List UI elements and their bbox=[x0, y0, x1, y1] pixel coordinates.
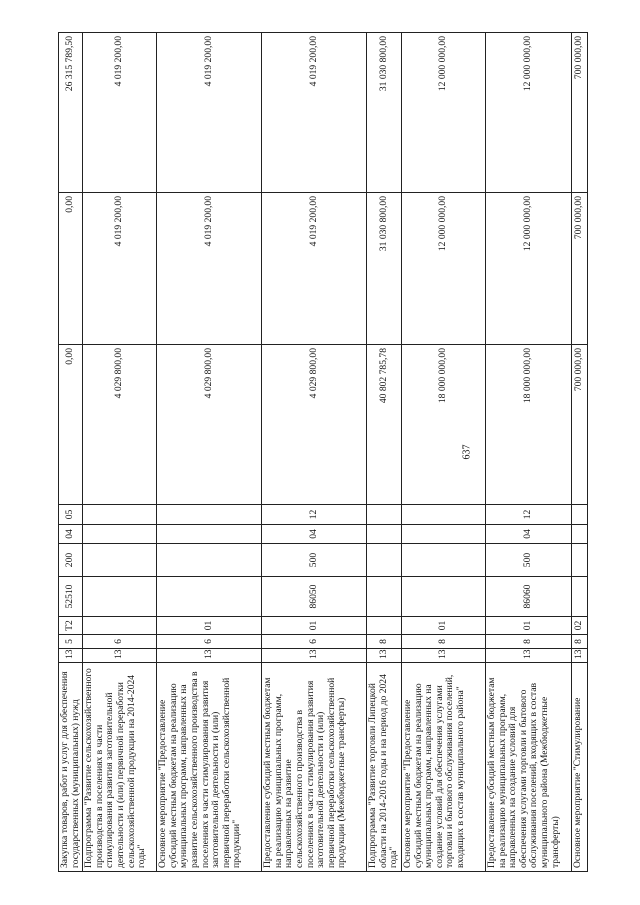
code-section: 04 bbox=[262, 525, 367, 544]
code-subprogram: 5 bbox=[59, 635, 83, 649]
amount-year-3: 12 000 000,00 bbox=[485, 33, 571, 193]
code-subsection bbox=[571, 505, 587, 525]
code-direction bbox=[401, 577, 485, 617]
table-row bbox=[59, 33, 83, 872]
table-row bbox=[367, 33, 402, 872]
code-ministry: 13 bbox=[367, 649, 402, 663]
code-ministry: 13 bbox=[157, 649, 262, 663]
amount-year-2: 4 019 200,00 bbox=[83, 193, 157, 345]
code-activity: 01 bbox=[485, 617, 571, 635]
code-subprogram: 8 bbox=[571, 635, 587, 649]
code-direction: 86060 bbox=[485, 577, 571, 617]
amount-year-3: 4 019 200,00 bbox=[262, 33, 367, 193]
table-row bbox=[83, 33, 157, 872]
row-name: Предоставление субсидий местным бюджетам на реализацию муниципальных программ, направленных на развитие сельскохозяйственного производства в поселениях в части стимулирования развития заготовительной деятельности и (или) первичной переработки сельскохозяйственной продукции (Межбюджетные трансферты) bbox=[262, 663, 367, 872]
code-expense-type: 500 bbox=[262, 544, 367, 577]
code-ministry: 13 bbox=[571, 649, 587, 663]
amount-year-3: 4 019 200,00 bbox=[83, 33, 157, 193]
code-expense-type: 500 bbox=[485, 544, 571, 577]
budget-table bbox=[58, 32, 588, 872]
amount-year-1: 40 802 785,78 bbox=[367, 345, 402, 505]
amount-year-3: 700 000,00 bbox=[571, 33, 587, 193]
code-subsection bbox=[157, 505, 262, 525]
code-section: 04 bbox=[485, 525, 571, 544]
code-subprogram: 6 bbox=[157, 635, 262, 649]
amount-year-2: 0,00 bbox=[59, 193, 83, 345]
code-subsection: 05 bbox=[59, 505, 83, 525]
code-expense-type bbox=[401, 544, 485, 577]
code-section bbox=[83, 525, 157, 544]
amount-year-1: 18 000 000,00 bbox=[485, 345, 571, 505]
code-direction: 52510 bbox=[59, 577, 83, 617]
code-subsection bbox=[401, 505, 485, 525]
amount-year-2: 4 019 200,00 bbox=[262, 193, 367, 345]
row-name: Основное мероприятие "Предоставление субсидий местным бюджетам на реализацию муниципальных программ, направленных на развитие сельскохозяйственного производства в поселениях в части стимулирования развития заготовительной деятельности и (или) первичной переработки сельскохозяйственной продукции" bbox=[157, 663, 262, 872]
code-activity: 01 bbox=[401, 617, 485, 635]
code-subsection: 12 bbox=[262, 505, 367, 525]
code-activity: 02 bbox=[571, 617, 587, 635]
code-expense-type bbox=[157, 544, 262, 577]
amount-year-1: 0,00 bbox=[59, 345, 83, 505]
row-name: Закупка товаров, работ и услуг для обеспечения государственных (муниципальных) нужд bbox=[59, 663, 83, 872]
amount-year-3: 31 030 800,00 bbox=[367, 33, 402, 193]
code-section: 04 bbox=[59, 525, 83, 544]
code-subsection bbox=[367, 505, 402, 525]
code-activity: 01 bbox=[262, 617, 367, 635]
row-name: Подпрограмма "Развитие торговли Липецкой области на 2014-2016 годы и на период до 2024 года" bbox=[367, 663, 402, 872]
amount-year-1: 4 029 800,00 bbox=[83, 345, 157, 505]
amount-year-2: 700 000,00 bbox=[571, 193, 587, 345]
code-direction bbox=[83, 577, 157, 617]
code-subprogram: 8 bbox=[401, 635, 485, 649]
amount-year-1: 18 000 000,00 bbox=[401, 345, 485, 505]
code-subsection: 12 bbox=[485, 505, 571, 525]
amount-year-3: 12 000 000,00 bbox=[401, 33, 485, 193]
amount-year-1: 700 000,00 bbox=[571, 345, 587, 505]
code-direction bbox=[367, 577, 402, 617]
amount-year-3: 4 019 200,00 bbox=[157, 33, 262, 193]
table-row bbox=[401, 33, 485, 872]
row-name: Подпрограмма "Развитие сельскохозяйственного производства в поселениях в части стимулирования развития заготовительной деятельности и (или) первичной переработки сельскохозяйственной продукции на 2014-2024 годы" bbox=[83, 663, 157, 872]
code-section bbox=[367, 525, 402, 544]
code-ministry: 13 bbox=[83, 649, 157, 663]
code-subprogram: 8 bbox=[367, 635, 402, 649]
code-section bbox=[157, 525, 262, 544]
amount-year-2: 31 030 800,00 bbox=[367, 193, 402, 345]
row-name: Основное мероприятие "Предоставление субсидий местным бюджетам на реализацию муниципальных программ, направленных на создание условий для обеспечения услугами торговли и бытового обслуживания поселений, входящих в состав муниципального района" bbox=[401, 663, 485, 872]
code-direction bbox=[157, 577, 262, 617]
code-ministry: 13 bbox=[59, 649, 83, 663]
code-ministry: 13 bbox=[401, 649, 485, 663]
code-ministry: 13 bbox=[262, 649, 367, 663]
amount-year-2: 12 000 000,00 bbox=[485, 193, 571, 345]
table-row bbox=[157, 33, 262, 872]
page-number: 637 bbox=[461, 444, 473, 460]
code-subprogram: 6 bbox=[262, 635, 367, 649]
code-ministry: 13 bbox=[485, 649, 571, 663]
code-activity: 01 bbox=[157, 617, 262, 635]
code-activity: Т2 bbox=[59, 617, 83, 635]
code-direction bbox=[571, 577, 587, 617]
amount-year-1: 4 029 800,00 bbox=[262, 345, 367, 505]
amount-year-3: 26 315 789,50 bbox=[59, 33, 83, 193]
code-activity bbox=[83, 617, 157, 635]
code-expense-type bbox=[83, 544, 157, 577]
table-row bbox=[571, 33, 587, 872]
amount-year-1: 4 029 800,00 bbox=[157, 345, 262, 505]
code-direction: 86050 bbox=[262, 577, 367, 617]
table-row bbox=[485, 33, 571, 872]
code-activity bbox=[367, 617, 402, 635]
amount-year-2: 4 019 200,00 bbox=[157, 193, 262, 345]
code-subsection bbox=[83, 505, 157, 525]
code-expense-type bbox=[571, 544, 587, 577]
code-expense-type: 200 bbox=[59, 544, 83, 577]
row-name: Предоставление субсидий местным бюджетам на реализацию муниципальных программ, направленных на создание условий для обеспечения услугами торговли и бытового обслуживания поселений, входящих в состав муниципального района (Межбюджетные трансферты) bbox=[485, 663, 571, 872]
budget-table-wrapper bbox=[58, 33, 583, 872]
code-section bbox=[571, 525, 587, 544]
code-section bbox=[401, 525, 485, 544]
code-subprogram: 6 bbox=[83, 635, 157, 649]
row-name: Основное мероприятие "Стимулирование bbox=[571, 663, 587, 872]
amount-year-2: 12 000 000,00 bbox=[401, 193, 485, 345]
code-expense-type bbox=[367, 544, 402, 577]
code-subprogram: 8 bbox=[485, 635, 571, 649]
table-row bbox=[262, 33, 367, 872]
